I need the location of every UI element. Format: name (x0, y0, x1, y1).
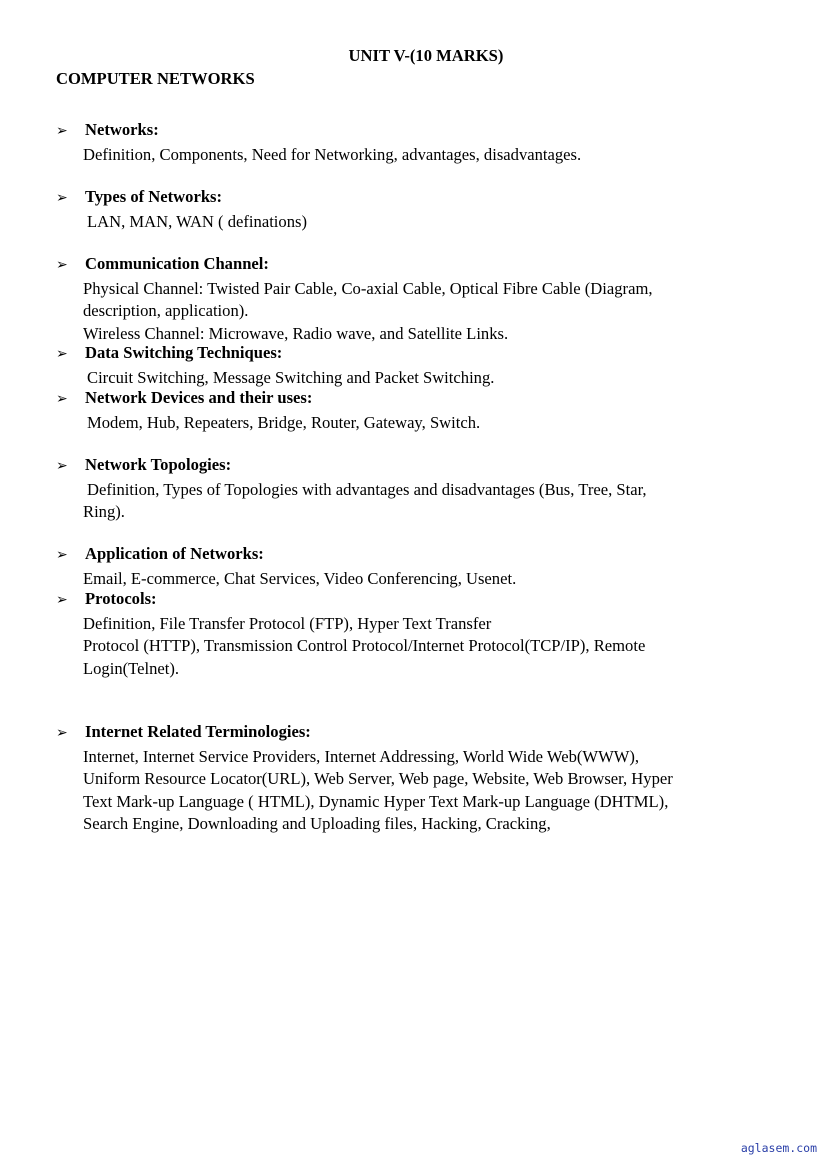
section-application-of-networks (56, 543, 796, 590)
watermark-link[interactable]: aglasem.com (740, 1140, 817, 1155)
section-internet-terminologies (56, 721, 796, 836)
subject-title: COMPUTER NETWORKS (56, 69, 255, 88)
section-data-switching (56, 342, 796, 389)
section-heading: Types of Networks: (85, 187, 223, 206)
section-heading: Protocols: (85, 589, 157, 608)
section-line: Modem, Hub, Repeaters, Bridge, Router, Gateway, Switch. (87, 412, 481, 432)
section-line: Physical Channel: Twisted Pair Cable, Co-axial Cable, Optical Fibre Cable (Diagram, (83, 278, 653, 298)
section-line: LAN, MAN, WAN ( definations) (87, 211, 307, 231)
arrow-bullet-icon: ➢ (56, 548, 68, 563)
section-line: Ring). (83, 502, 125, 521)
arrow-bullet-icon: ➢ (56, 593, 68, 608)
arrow-bullet-icon: ➢ (56, 191, 68, 206)
section-line: Login(Telnet). (83, 658, 180, 678)
section-heading: Application of Networks: (85, 544, 264, 563)
section-line: Search Engine, Downloading and Uploading files, Hacking, Cracking, (83, 814, 551, 833)
section-network-topologies (56, 454, 796, 524)
arrow-bullet-icon: ➢ (56, 392, 68, 407)
section-heading: Internet Related Terminologies: (85, 722, 311, 741)
section-line: Wireless Channel: Microwave, Radio wave, and Satellite Links. (83, 323, 509, 343)
section-heading: Networks: (85, 120, 159, 139)
section-line: description, application). (83, 301, 249, 320)
section-line: Definition, Types of Topologies with advantages and disadvantages (Bus, Tree, Star, (87, 479, 647, 499)
arrow-bullet-icon: ➢ (56, 347, 68, 362)
arrow-bullet-icon: ➢ (56, 726, 68, 741)
section-line: Email, E-commerce, Chat Services, Video Conferencing, Usenet. (83, 568, 517, 588)
section-line: Internet, Internet Service Providers, Internet Addressing, World Wide Web(WWW), (83, 746, 640, 766)
section-networks (56, 119, 796, 166)
section-heading: Data Switching Techniques: (85, 343, 283, 362)
section-communication-channel (56, 253, 796, 345)
section-line: Definition, File Transfer Protocol (FTP), Hyper Text Transfer (83, 613, 492, 633)
section-heading: Network Devices and their uses: (85, 388, 313, 407)
section-line: Text Mark-up Language ( HTML), Dynamic Hyper Text Mark-up Language (DHTML), (83, 791, 669, 811)
section-heading: Network Topologies: (85, 455, 232, 474)
section-line: Definition, Components, Need for Networking, advantages, disadvantages. (83, 144, 582, 164)
section-line: Circuit Switching, Message Switching and Packet Switching. (87, 367, 495, 387)
section-line: Protocol (HTTP), Transmission Control Protocol/Internet Protocol(TCP/IP), Remote (83, 636, 646, 655)
arrow-bullet-icon: ➢ (56, 124, 68, 139)
arrow-bullet-icon: ➢ (56, 258, 68, 273)
section-protocols (56, 588, 796, 680)
section-types-of-networks (56, 186, 796, 233)
arrow-bullet-icon: ➢ (56, 459, 68, 474)
section-line: Uniform Resource Locator(URL), Web Server, Web page, Website, Web Browser, Hyper (83, 769, 673, 788)
section-heading: Communication Channel: (85, 254, 269, 273)
unit-title: UNIT V-(10 MARKS) (348, 46, 504, 65)
section-network-devices (56, 387, 796, 434)
